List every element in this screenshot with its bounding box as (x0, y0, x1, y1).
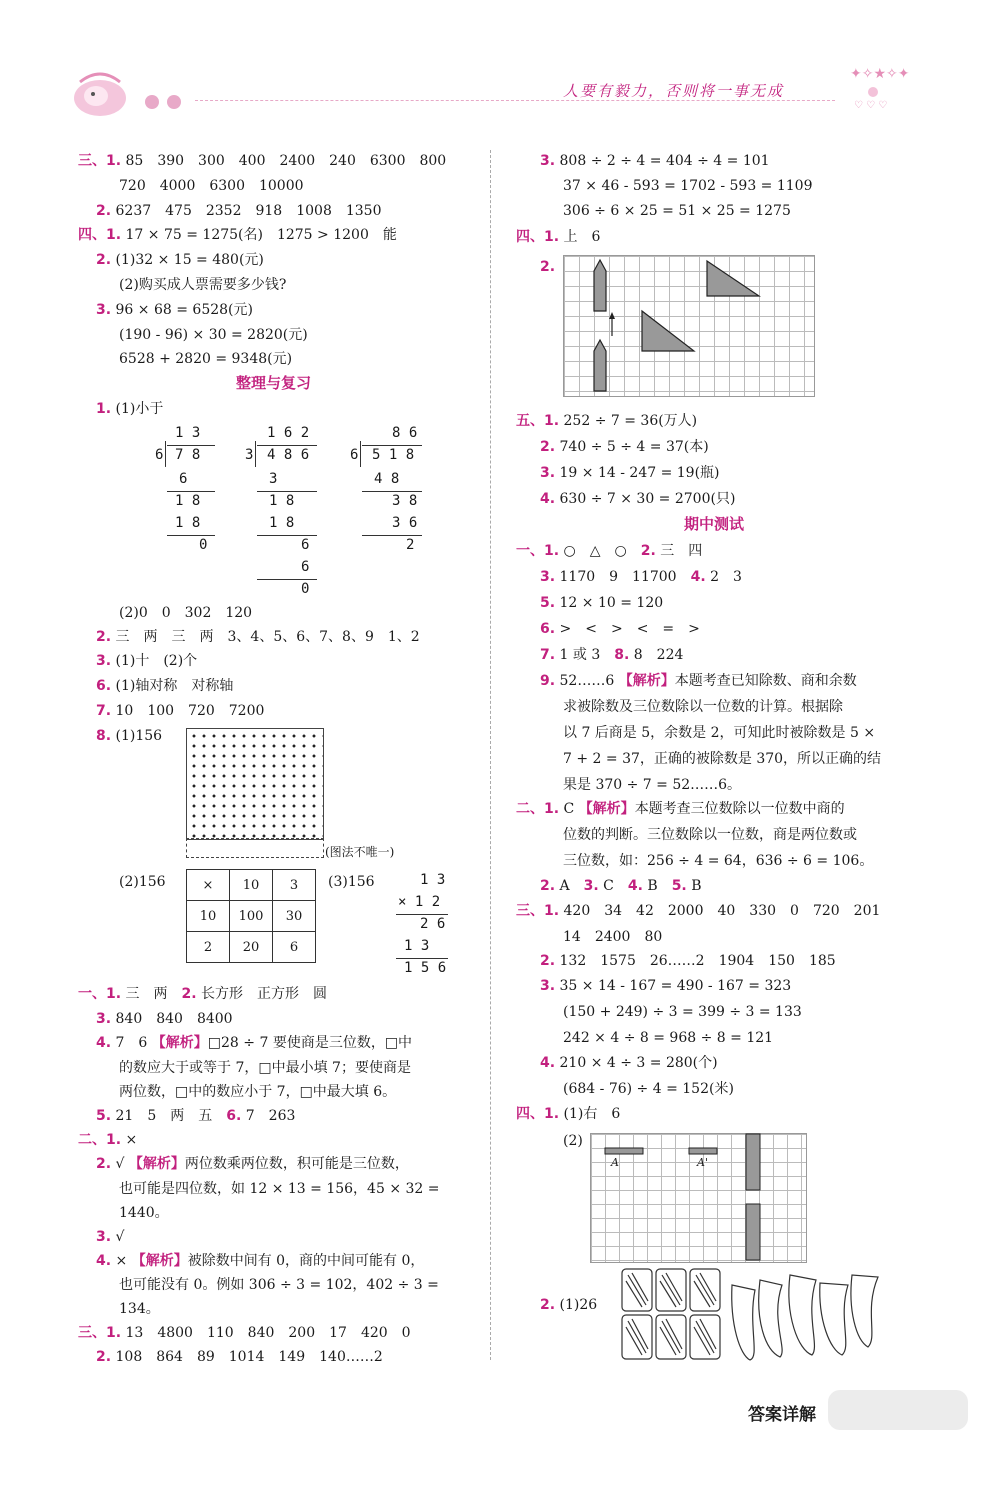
label-a: A (611, 1156, 619, 1169)
mid-1-9-d: 7 + 2 = 37，正确的被除数是 370，所以正确的结 (563, 751, 882, 767)
test-1-4-c: 两位数，□中的数应小于 7，□中最大填 6。 (119, 1084, 397, 1100)
drawing-note: (图法不唯一) (325, 845, 395, 859)
right-3-c: 306 ÷ 6 × 25 = 51 × 25 = 1275 (563, 203, 791, 219)
mid-3-3-b: (150 + 249) ÷ 3 = 399 ÷ 3 = 133 (563, 1004, 802, 1020)
mid-1-9: 9. 52……6 【解析】本题考查已知除数、商和余数 (540, 673, 857, 689)
multiplication-table (186, 869, 316, 963)
test-2-4-c: 134。 (119, 1301, 160, 1317)
mid-4-1-2: (2) (563, 1133, 583, 1149)
right-3-b: 37 × 46 - 593 = 1702 - 593 = 1109 (563, 178, 813, 194)
right-4-1: 四、1. 上 6 (516, 229, 601, 245)
table-cell: × (187, 870, 230, 901)
mid-1-9-b: 求被除数及三位数除以一位数的计算。根据除 (563, 699, 843, 715)
review-6: 6. (1)轴对称 对称轴 (96, 678, 234, 694)
section-title-midterm: 期中测试 (684, 515, 745, 533)
test-1-3: 3. 840 840 8400 (96, 1011, 233, 1027)
review-3: 3. (1)十 (2)个 (96, 653, 198, 669)
long-division-b: 1 6 2 3 4 8 6 3 1 8 1 8 6 6 0 (245, 425, 325, 600)
table-cell: 10 (230, 870, 273, 901)
answer-4-3: 3. 96 × 68 = 6528(元) (96, 302, 253, 318)
mid-3-1: 三、1. 420 34 42 2000 40 330 0 720 201 (516, 903, 881, 919)
star-icon (840, 62, 910, 112)
mid-2-1: 二、1. C 【解析】本题考查三位数除以一位数中商的 (516, 801, 845, 817)
mid-4-1: 四、1. (1)右 6 (516, 1106, 621, 1122)
right-5-4: 4. 630 ÷ 7 × 30 = 2700(只) (540, 491, 736, 507)
mid-4-2: 2. (1)26 (540, 1297, 598, 1313)
table-row (187, 870, 316, 901)
mid-1-9-e: 果是 370 ÷ 7 = 52……6。 (563, 777, 742, 793)
table-cell: 20 (230, 932, 273, 963)
right-5-2: 2. 740 ÷ 5 ÷ 4 = 37(本) (540, 439, 709, 455)
table-cell: 100 (230, 901, 273, 932)
mid-2-1-c: 三位数，如：256 ÷ 4 = 64，636 ÷ 6 = 106。 (563, 853, 874, 869)
svg-text:♡ ♡ ♡: ♡ ♡ ♡ (854, 100, 888, 111)
mid-2-1-b: 位数的判断。三位数除以一位数，商是两位数或 (563, 827, 857, 843)
watermark-logo (828, 1390, 968, 1430)
dot-array-figure (186, 728, 324, 840)
mid-3-2: 2. 132 1575 26……2 1904 150 185 (540, 953, 836, 969)
mid-1-7: 7. 1 或 3 8. 8 224 (540, 647, 684, 663)
test-2-2-c: 1440。 (119, 1205, 169, 1221)
mid-3-4-b: (684 - 76) ÷ 4 = 152(米) (563, 1081, 734, 1097)
header-decoration (60, 60, 210, 120)
test-2-3: 3. √ (96, 1229, 125, 1245)
test-1-4-b: 的数应大于或等于 7，□中最小填 7；要使商是 (119, 1060, 411, 1076)
mid-3-3: 3. 35 × 14 - 167 = 490 - 167 = 323 (540, 978, 792, 994)
answer-3-1: 三、1. 85 390 300 400 2400 240 6300 800 (78, 153, 447, 169)
svg-text:✦✧★✧✦: ✦✧★✧✦ (850, 66, 910, 82)
test-2-4-b: 也可能没有 0。例如 306 ÷ 3 = 102，402 ÷ 3 = (119, 1277, 439, 1293)
answer-4-3-c: 6528 + 2820 = 9348(元) (119, 351, 293, 367)
right-3: 3. 808 ÷ 2 ÷ 4 = 404 ÷ 4 = 101 (540, 153, 770, 169)
footer-label: 答案详解 (748, 1405, 816, 1425)
table-row (187, 932, 316, 963)
mid-3-3-c: 242 × 4 ÷ 8 = 968 ÷ 8 = 121 (563, 1030, 774, 1046)
bird-icon (60, 60, 210, 120)
test-3-1: 三、1. 13 4800 110 840 200 17 420 0 (78, 1325, 411, 1341)
column-divider (490, 150, 491, 1360)
mid-1-9-c: 以 7 后商是 5，余数是 2，可知此时被除数是 5 × (563, 725, 876, 741)
long-division-a: 1 3 6 7 8 6 1 8 1 8 0 (155, 425, 225, 555)
test-2-1: 二、1. × (78, 1132, 138, 1148)
answer-4-3-b: (190 - 96) × 30 = 2820(元) (119, 327, 308, 343)
table-cell: 30 (273, 901, 316, 932)
review-1: 1. (1)小于 (96, 401, 164, 417)
review-8-3: (3)156 (328, 874, 375, 890)
answer-3-1-cont: 720 4000 6300 10000 (119, 178, 304, 194)
section-title-review: 整理与复习 (236, 374, 312, 392)
review-8-2: (2)156 (119, 874, 166, 890)
test-3-2: 2. 108 864 89 1014 149 140……2 (96, 1349, 383, 1365)
test-2-4: 4. × 【解析】被除数中间有 0，商的中间可能有 0， (96, 1253, 425, 1269)
long-division-c: 8 6 6 5 1 8 4 8 3 8 3 6 2 (350, 425, 430, 555)
mid-3-4: 4. 210 × 4 ÷ 3 = 280(个) (540, 1055, 718, 1071)
mid-1-1: 一、1. ○ △ ○ 2. 三 四 (516, 543, 703, 559)
test-1-4: 4. 7 6 【解析】□28 ÷ 7 要使商是三位数，□中 (96, 1035, 413, 1051)
table-cell: 10 (187, 901, 230, 932)
mid-3-1-b: 14 2400 80 (563, 929, 663, 945)
table-cell: 3 (273, 870, 316, 901)
vertical-multiplication: 1 3 × 1 2 2 6 1 3 1 5 6 (398, 872, 447, 976)
mid-2-2: 2. A 3. C 4. B 5. B (540, 878, 702, 894)
table-cell: 6 (273, 932, 316, 963)
review-8: 8. (1)156 (96, 728, 163, 744)
right-4-2: 2. (540, 259, 556, 275)
mid-1-5: 5. 12 × 10 = 120 (540, 595, 664, 611)
right-5-1: 五、1. 252 ÷ 7 = 36(万人) (516, 413, 698, 429)
test-2-2-b: 也可能是四位数，如 12 × 13 = 156，45 × 32 = (119, 1181, 440, 1197)
mid-1-6: 6. > < > < = > (540, 621, 700, 637)
label-a-prime: A' (697, 1156, 708, 1169)
table-row (187, 901, 316, 932)
header-motto: 人要有毅力，否则将一事无成 (563, 82, 785, 100)
right-5-3: 3. 19 × 14 - 247 = 19(瓶) (540, 465, 720, 481)
grid-figure-rotation (590, 1133, 807, 1263)
answer-4-1: 四、1. 17 × 75 = 1275(名) 1275 > 1200 能 (78, 227, 397, 243)
review-1-2: (2)0 0 302 120 (119, 605, 253, 621)
answer-3-2: 2. 6237 475 2352 918 1008 1350 (96, 203, 382, 219)
review-2: 2. 三 两 三 两 3、4、5、6、7、8、9 1、2 (96, 629, 420, 645)
review-7: 7. 10 100 720 7200 (96, 703, 265, 719)
grid-figure-translation (563, 255, 815, 397)
mid-1-3: 3. 1170 9 11700 4. 2 3 (540, 569, 742, 585)
answer-4-2: 2. (1)32 × 15 = 480(元) (96, 252, 264, 268)
test-2-2: 2. √ 【解析】两位数乘两位数，积可能是三位数， (96, 1156, 409, 1172)
test-1-5: 5. 21 5 两 五 6. 7 263 (96, 1108, 296, 1124)
answer-4-2-b: (2)购买成人票需要多少钱? (119, 277, 287, 293)
dot-array-dashed-part (186, 838, 324, 858)
test-1-1: 一、1. 三 两 2. 长方形 正方形 圆 (78, 986, 328, 1002)
table-cell: 2 (187, 932, 230, 963)
stick-bundles-figure (620, 1265, 885, 1365)
